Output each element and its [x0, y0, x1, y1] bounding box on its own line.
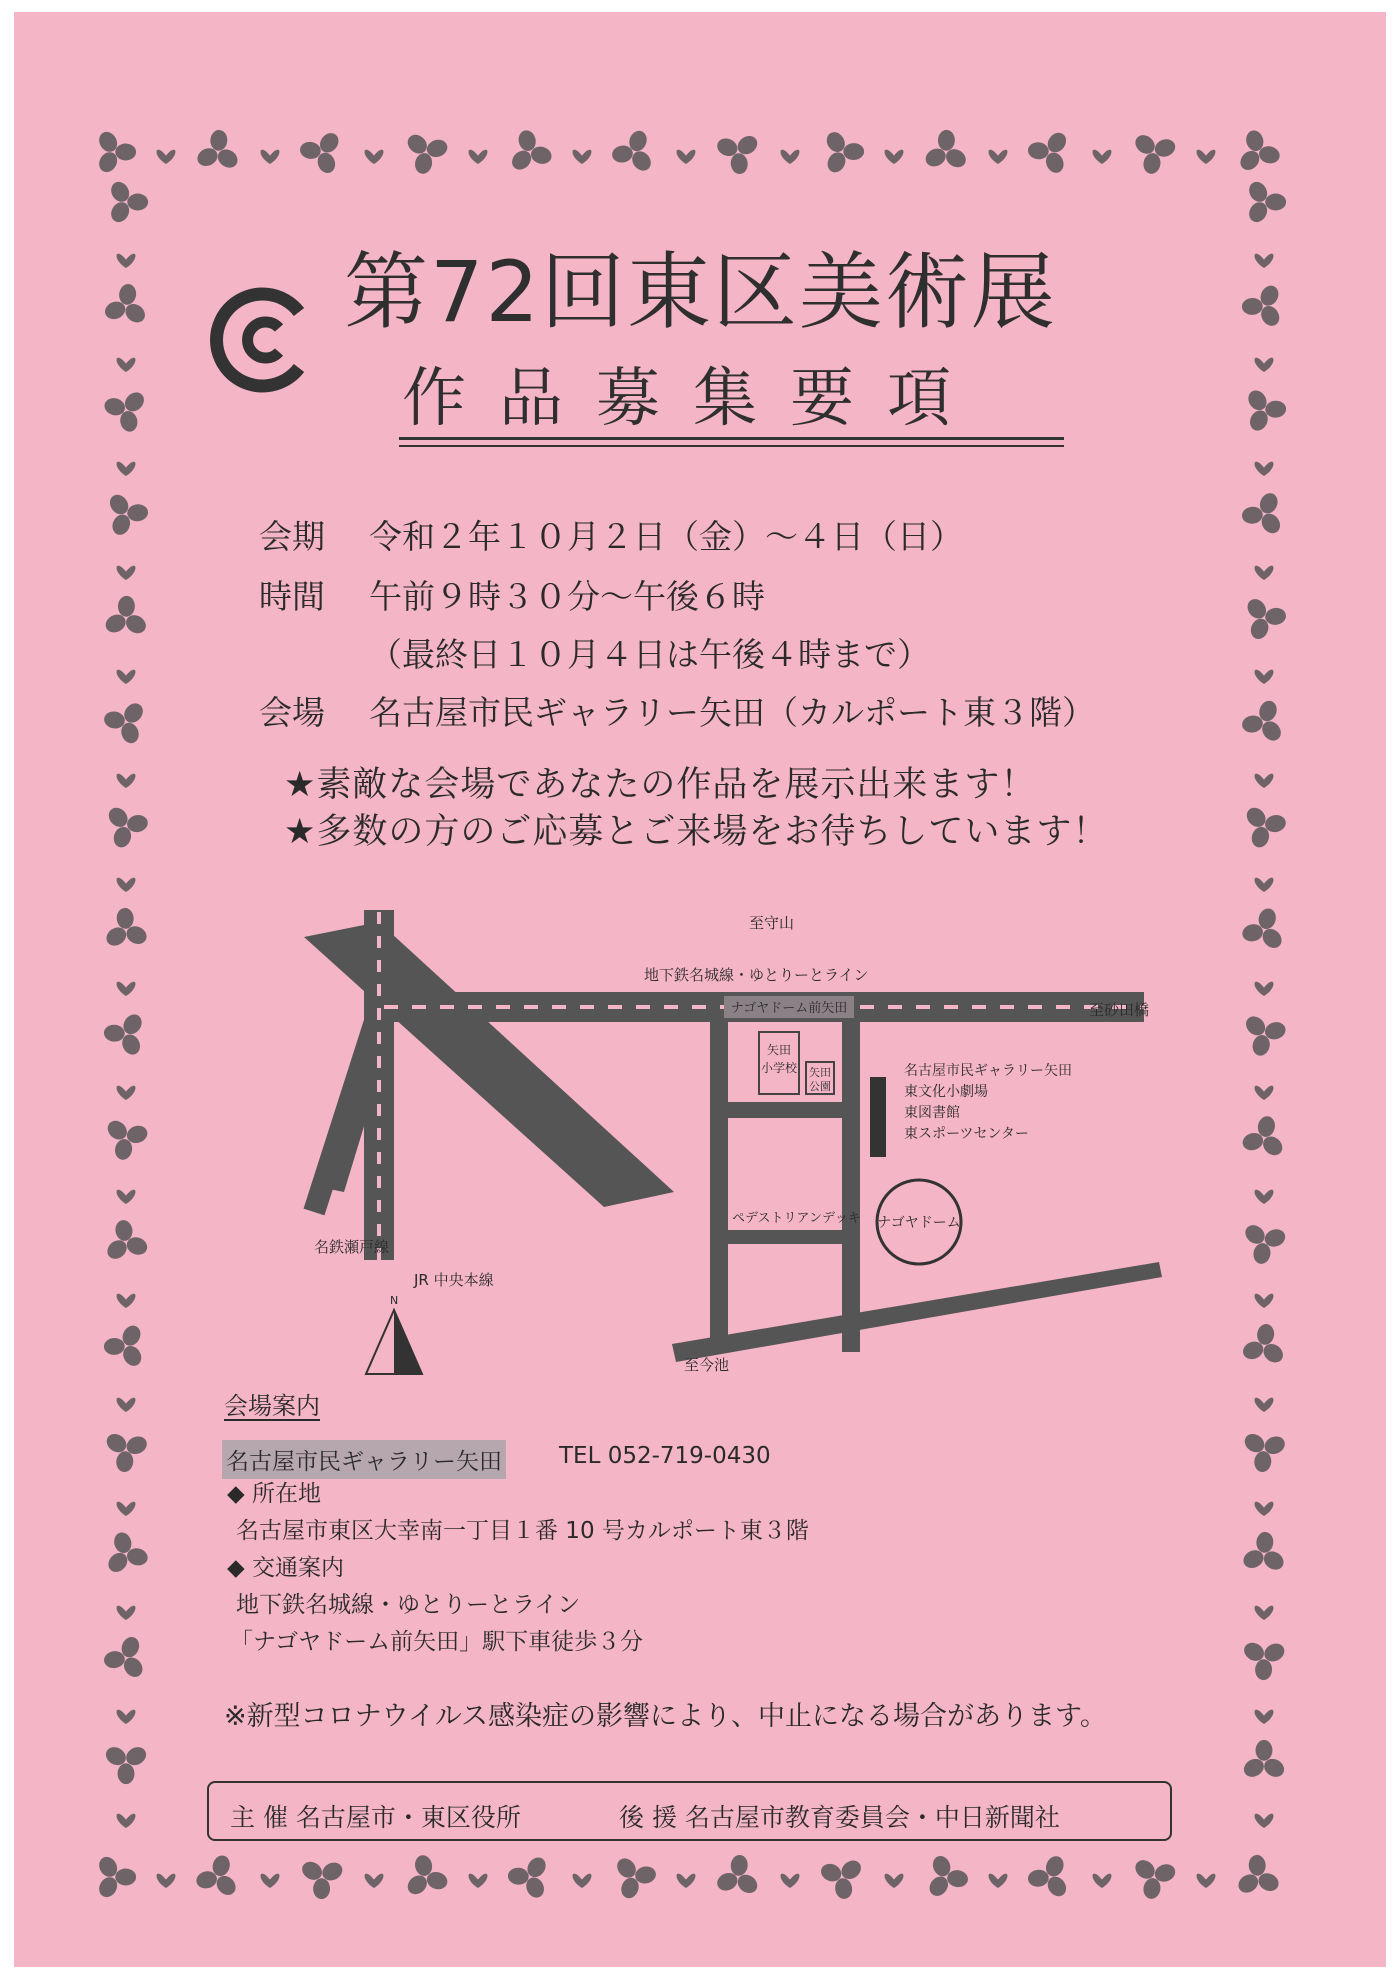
clover-icon: [101, 1632, 148, 1684]
clover-icon: [1240, 489, 1285, 540]
period-value: 令和２年１０月２日（金）～４日（日）: [369, 517, 963, 556]
heart-leaf-icon: [117, 358, 136, 372]
clover-icon: [1232, 586, 1294, 647]
access-line-1: 地下鉄名城線・ゆとりーとライン: [236, 1592, 581, 1618]
clover-icon: [94, 794, 156, 855]
heart-leaf-icon: [1255, 1814, 1274, 1828]
info-venue: [259, 693, 1095, 732]
heart-leaf-icon: [117, 1190, 136, 1204]
heart-leaf-icon: [469, 1874, 488, 1888]
heart-leaf-icon: [117, 1086, 136, 1100]
clover-icon: [96, 1318, 157, 1377]
covid-notice: ※新型コロナウイルス感染症の影響により、中止になる場合があります。: [224, 1701, 1107, 1732]
heart-leaf-icon: [1093, 1874, 1112, 1888]
clover-icon: [298, 1858, 346, 1900]
venue-label: 会場: [259, 693, 325, 732]
clover-icon: [108, 179, 148, 226]
map-gallery-building: [870, 1077, 886, 1157]
clover-icon: [1235, 125, 1286, 180]
clover-icon: [713, 1853, 764, 1898]
clover-icon: [399, 129, 453, 178]
heart-leaf-icon: [117, 982, 136, 996]
map-facility-1: 名古屋市民ギャラリー矢田: [904, 1063, 1072, 1079]
heart-leaf-icon: [157, 150, 176, 164]
clover-icon: [1127, 1855, 1180, 1903]
organizer-text: 主 催 名古屋市・東区役所: [230, 1803, 521, 1832]
heart-leaf-icon: [1255, 1710, 1274, 1724]
clover-icon: [1234, 901, 1296, 963]
map-bottom-road: [672, 1262, 1162, 1362]
map-school-label-2: 小学校: [760, 1061, 798, 1075]
heart-leaf-icon: [1255, 1190, 1274, 1204]
clover-icon: [1241, 799, 1290, 853]
heart-leaf-icon: [573, 1874, 592, 1888]
clover-icon: [96, 488, 155, 544]
heart-leaf-icon: [781, 150, 800, 164]
map-meitetsu-label: 名鉄瀬戸線: [314, 1238, 390, 1256]
heart-leaf-icon: [261, 1874, 280, 1888]
venue-value: 名古屋市民ギャラリー矢田（カルポート東３階）: [369, 693, 1095, 732]
info-time-note: （最終日１０月４日は午後４時まで）: [369, 635, 930, 674]
map-subway-label: 地下鉄名城線・ゆとりーとライン: [644, 966, 869, 984]
clover-icon: [1236, 1011, 1291, 1062]
clover-icon: [1020, 1848, 1082, 1908]
heart-leaf-icon: [677, 150, 696, 164]
clover-icon: [101, 1109, 154, 1166]
clover-icon: [708, 122, 764, 181]
heart-leaf-icon: [781, 1874, 800, 1888]
map-station-label: ナゴヤドーム前矢田: [730, 1001, 848, 1016]
map-west-road: [710, 1022, 728, 1352]
period-label: 会期: [259, 517, 325, 556]
heart-leaf-icon: [261, 150, 280, 164]
heart-leaf-icon: [365, 1874, 384, 1888]
clover-icon: [1236, 693, 1294, 747]
clover-icon: [1234, 278, 1295, 337]
clover-icon: [97, 276, 158, 338]
map-facility-3: 東図書館: [904, 1105, 960, 1121]
map-park-label-2: 公園: [809, 1080, 831, 1093]
map-deck-label: ペデストリアンデッキ: [732, 1211, 861, 1226]
heart-leaf-icon: [573, 150, 592, 164]
page-subtitle: 作品募集要項: [402, 362, 984, 436]
clover-icon: [96, 129, 136, 176]
heart-leaf-icon: [117, 670, 136, 684]
clover-icon: [1020, 120, 1082, 180]
clover-icon: [1233, 383, 1293, 440]
map-facility-2: 東文化小劇場: [904, 1084, 988, 1100]
map-school-label-1: 矢田: [766, 1043, 792, 1057]
clover-icon: [1240, 1639, 1288, 1681]
heart-leaf-icon: [1255, 566, 1274, 580]
clover-icon: [1238, 1321, 1290, 1368]
access-map: [304, 892, 1184, 1374]
heart-leaf-icon: [1255, 462, 1274, 476]
map-cross-road: [710, 1102, 860, 1118]
heart-leaf-icon: [117, 1294, 136, 1308]
title-underline-second: [399, 445, 1064, 447]
clover-icon: [602, 1845, 664, 1906]
heart-leaf-icon: [117, 462, 136, 476]
map-park-label-1: 矢田: [809, 1066, 831, 1079]
heart-leaf-icon: [1255, 774, 1274, 788]
venue-guide-heading: 会場案内: [224, 1392, 320, 1420]
clover-icon: [922, 129, 970, 171]
heart-leaf-icon: [117, 1606, 136, 1620]
clover-icon: [293, 126, 351, 181]
clover-icon: [95, 1731, 153, 1792]
clover-icon: [810, 121, 871, 180]
map-north-label: 至守山: [749, 914, 795, 932]
map-dome-label: ナゴヤドーム: [877, 1215, 961, 1231]
heart-leaf-icon: [117, 566, 136, 580]
heart-leaf-icon: [1255, 1606, 1274, 1620]
heart-leaf-icon: [677, 1874, 696, 1888]
clover-icon: [99, 387, 154, 438]
map-compass-label: N: [390, 1294, 399, 1307]
heart-leaf-icon: [1197, 1874, 1216, 1888]
access-line-2: 「ナゴヤドーム前矢田」駅下車徒歩３分: [230, 1629, 644, 1655]
map-east-label: 至砂田橋: [1089, 1001, 1150, 1019]
heart-leaf-icon: [1255, 1502, 1274, 1516]
venue-guide-tel: TEL 052-719-0430: [559, 1443, 771, 1469]
map-east-road: [842, 1022, 860, 1352]
supporter-text: 後 援 名古屋市教育委員会・中日新聞社: [619, 1803, 1060, 1832]
venue-guide-name: 名古屋市民ギャラリー矢田: [222, 1440, 506, 1479]
page-title: 第72回東区美術展: [344, 243, 1057, 341]
heart-leaf-icon: [469, 150, 488, 164]
heart-leaf-icon: [1093, 150, 1112, 164]
clover-icon: [101, 906, 150, 950]
heart-leaf-icon: [1255, 1294, 1274, 1308]
heart-leaf-icon: [885, 1874, 904, 1888]
heart-leaf-icon: [117, 1814, 136, 1828]
heart-leaf-icon: [117, 1398, 136, 1412]
clover-icon: [608, 126, 656, 179]
heart-leaf-icon: [117, 878, 136, 892]
clover-icon: [1236, 1524, 1296, 1585]
clover-icon: [100, 695, 148, 748]
heart-leaf-icon: [1255, 878, 1274, 892]
title-underline: [399, 437, 1064, 440]
heart-leaf-icon: [885, 150, 904, 164]
heart-leaf-icon: [117, 254, 136, 268]
heart-leaf-icon: [117, 1710, 136, 1724]
clover-icon: [1129, 122, 1183, 180]
highlight-line-2: ★多数の方のご応募とご来場をお待ちしています！: [284, 812, 1109, 852]
heart-leaf-icon: [117, 774, 136, 788]
logo-mark: [209, 290, 309, 390]
address-text: 名古屋市東区大幸南一丁目１番 10 号カルポート東３階: [236, 1518, 809, 1544]
highlight-line-1: ★素敵な会場であなたの作品を展示出来ます！: [284, 765, 1037, 805]
clover-icon: [1233, 1733, 1291, 1794]
heart-leaf-icon: [989, 150, 1008, 164]
clover-icon: [1246, 179, 1286, 226]
flyer-sheet: [14, 12, 1386, 1967]
map-south-label: 至今池: [684, 1356, 730, 1374]
address-label: ◆ 所在地: [227, 1481, 321, 1507]
time-label: 時間: [259, 577, 325, 616]
info-time: [259, 577, 765, 616]
clover-icon: [925, 1851, 972, 1903]
clover-icon: [1227, 1847, 1287, 1908]
heart-leaf-icon: [157, 1874, 176, 1888]
access-label: ◆ 交通案内: [227, 1555, 344, 1581]
heart-leaf-icon: [1197, 150, 1216, 164]
heart-leaf-icon: [1255, 670, 1274, 684]
heart-leaf-icon: [1255, 1086, 1274, 1100]
map-deck-road: [710, 1230, 860, 1244]
heart-leaf-icon: [117, 1502, 136, 1516]
heart-leaf-icon: [1255, 1398, 1274, 1412]
clover-icon: [96, 1854, 136, 1901]
clover-icon: [96, 589, 154, 649]
clover-icon: [1236, 1110, 1289, 1167]
clover-icon: [101, 1214, 155, 1272]
clover-icon: [1238, 1420, 1294, 1479]
clover-icon: [190, 122, 250, 183]
map-jr-label: JR 中央本線: [414, 1271, 494, 1289]
heart-leaf-icon: [1255, 254, 1274, 268]
map-facility-4: 東スポーツセンター: [904, 1126, 1029, 1142]
info-period: [259, 517, 963, 556]
clover-icon: [188, 1848, 250, 1910]
heart-leaf-icon: [1255, 982, 1274, 996]
clover-icon: [394, 1847, 455, 1909]
time-value: 午前９時３０分～午後６時: [369, 577, 765, 616]
heart-leaf-icon: [365, 150, 384, 164]
heart-leaf-icon: [1255, 358, 1274, 372]
clover-icon: [498, 122, 560, 184]
clover-icon: [94, 1525, 156, 1587]
clover-icon: [813, 1845, 874, 1907]
clover-icon: [1232, 1210, 1293, 1272]
heart-leaf-icon: [989, 1874, 1008, 1888]
clover-icon: [96, 1003, 157, 1063]
clover-icon: [506, 1852, 550, 1901]
clover-icon: [100, 1429, 151, 1474]
